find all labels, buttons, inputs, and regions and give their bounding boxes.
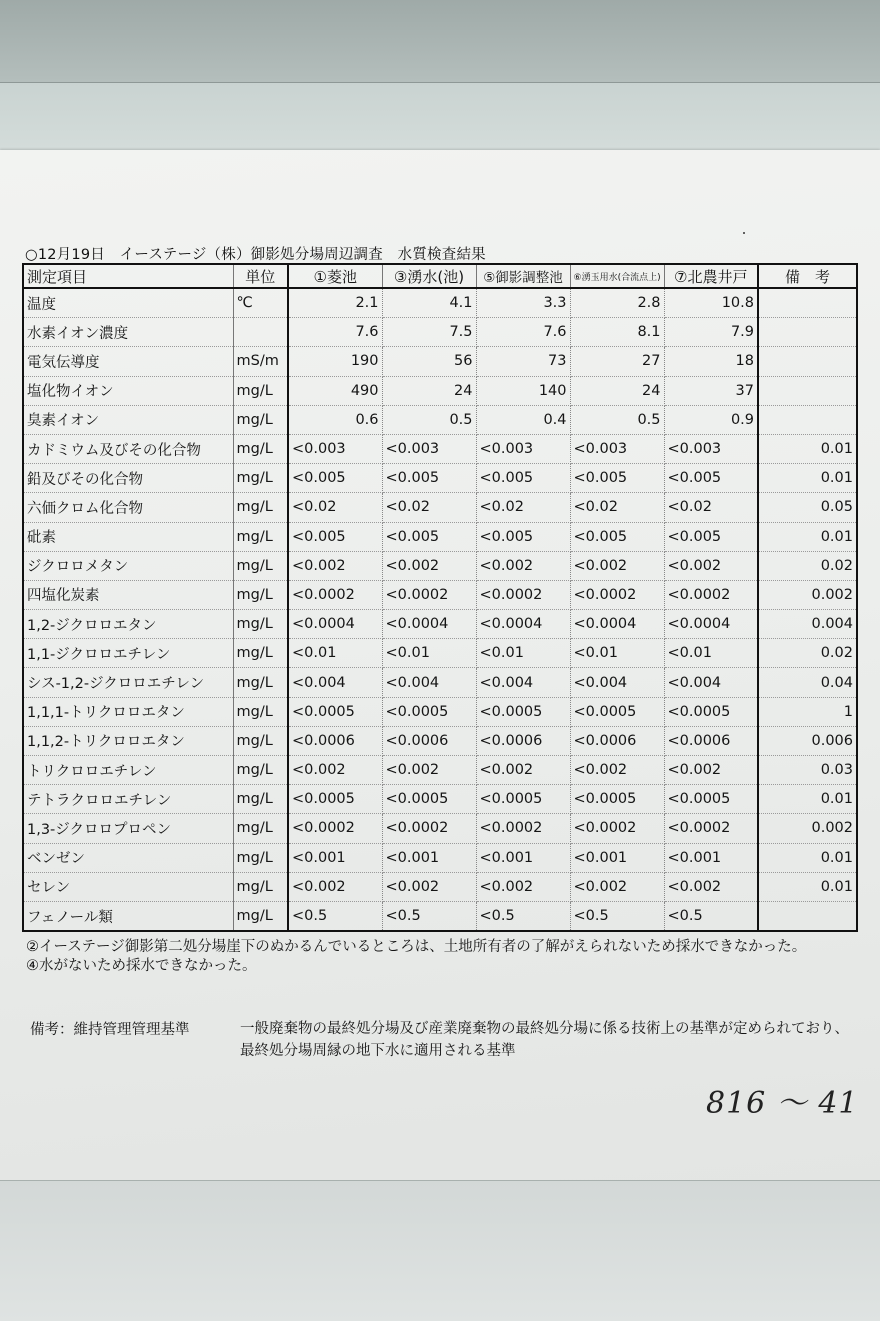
header-site-5: ⑤御影調整池: [476, 264, 570, 288]
value-cell: <0.002: [288, 551, 382, 580]
value-cell: 0.5: [382, 405, 476, 434]
measurement-item: セレン: [23, 872, 233, 901]
value-cell: <0.02: [664, 493, 758, 522]
background-band-bottom: [0, 1180, 880, 1321]
unit-cell: mg/L: [233, 376, 288, 405]
standard-value-cell: 0.02: [758, 551, 857, 580]
measurement-item: ジクロロメタン: [23, 551, 233, 580]
table-row: [23, 434, 857, 463]
table-row: [23, 376, 857, 405]
value-cell: <0.0002: [570, 814, 664, 843]
value-cell: <0.01: [664, 639, 758, 668]
value-cell: <0.0006: [382, 726, 476, 755]
footnotes: [26, 938, 836, 976]
unit-cell: mg/L: [233, 872, 288, 901]
unit-cell: mg/L: [233, 493, 288, 522]
value-cell: <0.0006: [476, 726, 570, 755]
value-cell: 24: [382, 376, 476, 405]
unit-cell: mS/m: [233, 347, 288, 376]
measurement-item: 1,1,1-トリクロロエタン: [23, 697, 233, 726]
value-cell: <0.002: [664, 756, 758, 785]
unit-cell: mg/L: [233, 522, 288, 551]
value-cell: 190: [288, 347, 382, 376]
value-cell: <0.0005: [570, 697, 664, 726]
unit-cell: mg/L: [233, 756, 288, 785]
value-cell: <0.0005: [288, 785, 382, 814]
header-site-3: ③湧水(池): [382, 264, 476, 288]
measurement-item: 臭素イオン: [23, 405, 233, 434]
measurement-item: 1,2-ジクロロエタン: [23, 610, 233, 639]
table-row: [23, 464, 857, 493]
standard-value-cell: 0.004: [758, 610, 857, 639]
standard-value-cell: 1: [758, 697, 857, 726]
remarks-label: 備考：維持管理管理基準: [30, 1022, 190, 1038]
standard-value-cell: [758, 288, 857, 318]
value-cell: <0.005: [476, 464, 570, 493]
table-body: [23, 288, 857, 931]
value-cell: 4.1: [382, 288, 476, 318]
table-row: [23, 814, 857, 843]
standard-value-cell: 0.002: [758, 580, 857, 609]
standard-value-cell: 0.01: [758, 522, 857, 551]
measurement-item: 1,1,2-トリクロロエタン: [23, 726, 233, 755]
value-cell: <0.004: [288, 668, 382, 697]
standard-value-cell: [758, 347, 857, 376]
value-cell: <0.003: [570, 434, 664, 463]
value-cell: 490: [288, 376, 382, 405]
header-row: [23, 264, 857, 288]
value-cell: <0.0005: [288, 697, 382, 726]
measurement-item: 電気伝導度: [23, 347, 233, 376]
measurement-item: カドミウム及びその化合物: [23, 434, 233, 463]
table-row: [23, 843, 857, 872]
header-unit: 単位: [233, 264, 288, 288]
value-cell: <0.02: [382, 493, 476, 522]
table-row: [23, 639, 857, 668]
value-cell: <0.0002: [570, 580, 664, 609]
measurement-item: 1,3-ジクロロプロペン: [23, 814, 233, 843]
value-cell: <0.5: [382, 901, 476, 931]
value-cell: 73: [476, 347, 570, 376]
value-cell: <0.004: [476, 668, 570, 697]
measurement-item: テトラクロロエチレン: [23, 785, 233, 814]
value-cell: <0.0004: [382, 610, 476, 639]
unit-cell: mg/L: [233, 668, 288, 697]
value-cell: 0.6: [288, 405, 382, 434]
table-row: [23, 756, 857, 785]
measurement-item: 水素イオン濃度: [23, 318, 233, 347]
value-cell: <0.0002: [382, 814, 476, 843]
value-cell: 3.3: [476, 288, 570, 318]
unit-cell: mg/L: [233, 464, 288, 493]
unit-cell: mg/L: [233, 639, 288, 668]
standard-value-cell: 0.01: [758, 464, 857, 493]
value-cell: <0.0005: [570, 785, 664, 814]
value-cell: <0.005: [476, 522, 570, 551]
measurement-item: 鉛及びその化合物: [23, 464, 233, 493]
value-cell: <0.0005: [476, 785, 570, 814]
value-cell: <0.0006: [570, 726, 664, 755]
value-cell: 140: [476, 376, 570, 405]
value-cell: <0.005: [288, 464, 382, 493]
value-cell: <0.0005: [382, 785, 476, 814]
value-cell: <0.005: [664, 464, 758, 493]
value-cell: 7.6: [476, 318, 570, 347]
value-cell: 18: [664, 347, 758, 376]
value-cell: <0.0002: [664, 814, 758, 843]
measurement-item: 温度: [23, 288, 233, 318]
table-row: [23, 668, 857, 697]
value-cell: <0.002: [570, 756, 664, 785]
value-cell: <0.005: [570, 522, 664, 551]
value-cell: <0.0002: [288, 580, 382, 609]
value-cell: <0.002: [288, 756, 382, 785]
standard-value-cell: 0.01: [758, 872, 857, 901]
value-cell: <0.003: [288, 434, 382, 463]
value-cell: <0.02: [476, 493, 570, 522]
value-cell: <0.005: [664, 522, 758, 551]
value-cell: <0.0002: [664, 580, 758, 609]
value-cell: 0.9: [664, 405, 758, 434]
standard-value-cell: 0.002: [758, 814, 857, 843]
measurement-item: 四塩化炭素: [23, 580, 233, 609]
table-row: [23, 872, 857, 901]
table-row: [23, 610, 857, 639]
value-cell: 24: [570, 376, 664, 405]
value-cell: <0.003: [476, 434, 570, 463]
value-cell: <0.0002: [288, 814, 382, 843]
value-cell: 0.5: [570, 405, 664, 434]
value-cell: <0.003: [382, 434, 476, 463]
unit-cell: mg/L: [233, 551, 288, 580]
table-header: [23, 264, 857, 288]
standard-value-cell: [758, 405, 857, 434]
value-cell: <0.002: [570, 872, 664, 901]
unit-cell: mg/L: [233, 697, 288, 726]
header-site-7: ⑦北農井戸: [664, 264, 758, 288]
value-cell: <0.001: [664, 843, 758, 872]
value-cell: <0.0004: [664, 610, 758, 639]
value-cell: 2.1: [288, 288, 382, 318]
value-cell: <0.0004: [476, 610, 570, 639]
unit-cell: mg/L: [233, 580, 288, 609]
measurement-item: シス-1,2-ジクロロエチレン: [23, 668, 233, 697]
value-cell: 56: [382, 347, 476, 376]
value-cell: <0.004: [664, 668, 758, 697]
value-cell: <0.01: [570, 639, 664, 668]
table-row: [23, 785, 857, 814]
value-cell: <0.0006: [288, 726, 382, 755]
value-cell: <0.002: [476, 551, 570, 580]
background-sheet-behind: [0, 82, 880, 158]
header-note: 備 考: [758, 264, 857, 288]
value-cell: 8.1: [570, 318, 664, 347]
standard-value-cell: 0.01: [758, 785, 857, 814]
value-cell: <0.005: [570, 464, 664, 493]
unit-cell: mg/L: [233, 405, 288, 434]
value-cell: <0.004: [382, 668, 476, 697]
value-cell: <0.002: [288, 872, 382, 901]
value-cell: 7.5: [382, 318, 476, 347]
value-cell: <0.001: [288, 843, 382, 872]
measurement-item: 砒素: [23, 522, 233, 551]
unit-cell: mg/L: [233, 610, 288, 639]
table-row: [23, 551, 857, 580]
value-cell: <0.0005: [664, 785, 758, 814]
value-cell: <0.01: [288, 639, 382, 668]
value-cell: <0.001: [570, 843, 664, 872]
footnote-site-4: ④水がないため採水できなかった。: [26, 958, 257, 974]
value-cell: <0.003: [664, 434, 758, 463]
unit-cell: mg/L: [233, 726, 288, 755]
standard-value-cell: 0.05: [758, 493, 857, 522]
document-title: ○12月19日 イーステージ（株）御影処分場周辺調査 水質検査結果: [25, 247, 486, 263]
value-cell: <0.02: [570, 493, 664, 522]
value-cell: <0.005: [382, 464, 476, 493]
value-cell: <0.02: [288, 493, 382, 522]
standard-value-cell: [758, 318, 857, 347]
value-cell: <0.002: [476, 872, 570, 901]
table-row: [23, 580, 857, 609]
value-cell: <0.001: [476, 843, 570, 872]
value-cell: <0.002: [570, 551, 664, 580]
value-cell: <0.0005: [382, 697, 476, 726]
standard-value-cell: [758, 376, 857, 405]
table-row: [23, 347, 857, 376]
header-site-6: ⑥湧玉用水(合流点上): [570, 264, 664, 288]
value-cell: <0.0002: [382, 580, 476, 609]
handwritten-page-range: 816 ～ 41: [706, 1086, 859, 1121]
value-cell: <0.005: [382, 522, 476, 551]
standard-value-cell: 0.01: [758, 843, 857, 872]
measurement-item: 1,1-ジクロロエチレン: [23, 639, 233, 668]
unit-cell: mg/L: [233, 843, 288, 872]
value-cell: <0.004: [570, 668, 664, 697]
value-cell: <0.0005: [664, 697, 758, 726]
value-cell: <0.002: [382, 551, 476, 580]
value-cell: <0.5: [476, 901, 570, 931]
value-cell: 7.9: [664, 318, 758, 347]
unit-cell: mg/L: [233, 785, 288, 814]
value-cell: <0.0002: [476, 580, 570, 609]
value-cell: 10.8: [664, 288, 758, 318]
value-cell: <0.0004: [570, 610, 664, 639]
unit-cell: mg/L: [233, 901, 288, 931]
table-row: [23, 697, 857, 726]
value-cell: 7.6: [288, 318, 382, 347]
unit-cell: [233, 318, 288, 347]
standard-value-cell: 0.02: [758, 639, 857, 668]
unit-cell: ℃: [233, 288, 288, 318]
table-row: [23, 318, 857, 347]
value-cell: <0.005: [288, 522, 382, 551]
value-cell: <0.5: [570, 901, 664, 931]
value-cell: 27: [570, 347, 664, 376]
table-row: [23, 522, 857, 551]
measurement-item: 塩化物イオン: [23, 376, 233, 405]
background-band-top: [0, 0, 880, 90]
value-cell: <0.5: [664, 901, 758, 931]
header-item: 測定項目: [23, 264, 233, 288]
value-cell: 37: [664, 376, 758, 405]
value-cell: <0.002: [476, 756, 570, 785]
table-row: [23, 288, 857, 318]
value-cell: <0.002: [664, 551, 758, 580]
footnote-site-2: ②イーステージ御影第二処分場崖下のぬかるんでいるところは、土地所有者の了解がえられないため採水できなかった。: [26, 939, 807, 955]
header-site-1: ①菱池: [288, 264, 382, 288]
standard-value-cell: 0.006: [758, 726, 857, 755]
value-cell: 2.8: [570, 288, 664, 318]
value-cell: <0.01: [382, 639, 476, 668]
value-cell: <0.01: [476, 639, 570, 668]
unit-cell: mg/L: [233, 434, 288, 463]
value-cell: 0.4: [476, 405, 570, 434]
value-cell: <0.002: [664, 872, 758, 901]
standard-value-cell: 0.01: [758, 434, 857, 463]
measurement-item: 六価クロム化合物: [23, 493, 233, 522]
value-cell: <0.0004: [288, 610, 382, 639]
standard-value-cell: [758, 901, 857, 931]
water-quality-table: [22, 263, 858, 932]
measurement-item: ベンゼン: [23, 843, 233, 872]
table-row: [23, 493, 857, 522]
value-cell: <0.0005: [476, 697, 570, 726]
unit-cell: mg/L: [233, 814, 288, 843]
table-row: [23, 901, 857, 931]
value-cell: <0.0002: [476, 814, 570, 843]
standard-value-cell: 0.03: [758, 756, 857, 785]
measurement-item: トリクロロエチレン: [23, 756, 233, 785]
paper-speck: [743, 232, 745, 234]
remarks-text: 一般廃棄物の最終処分場及び産業廃棄物の最終処分場に係る技術上の基準が定められており、最終処分場周縁の地下水に適用される基準: [240, 1021, 849, 1059]
table-row: [23, 405, 857, 434]
standard-value-cell: 0.04: [758, 668, 857, 697]
value-cell: <0.0006: [664, 726, 758, 755]
value-cell: <0.002: [382, 872, 476, 901]
value-cell: <0.001: [382, 843, 476, 872]
value-cell: <0.002: [382, 756, 476, 785]
measurement-item: フェノール類: [23, 901, 233, 931]
table-row: [23, 726, 857, 755]
value-cell: <0.5: [288, 901, 382, 931]
